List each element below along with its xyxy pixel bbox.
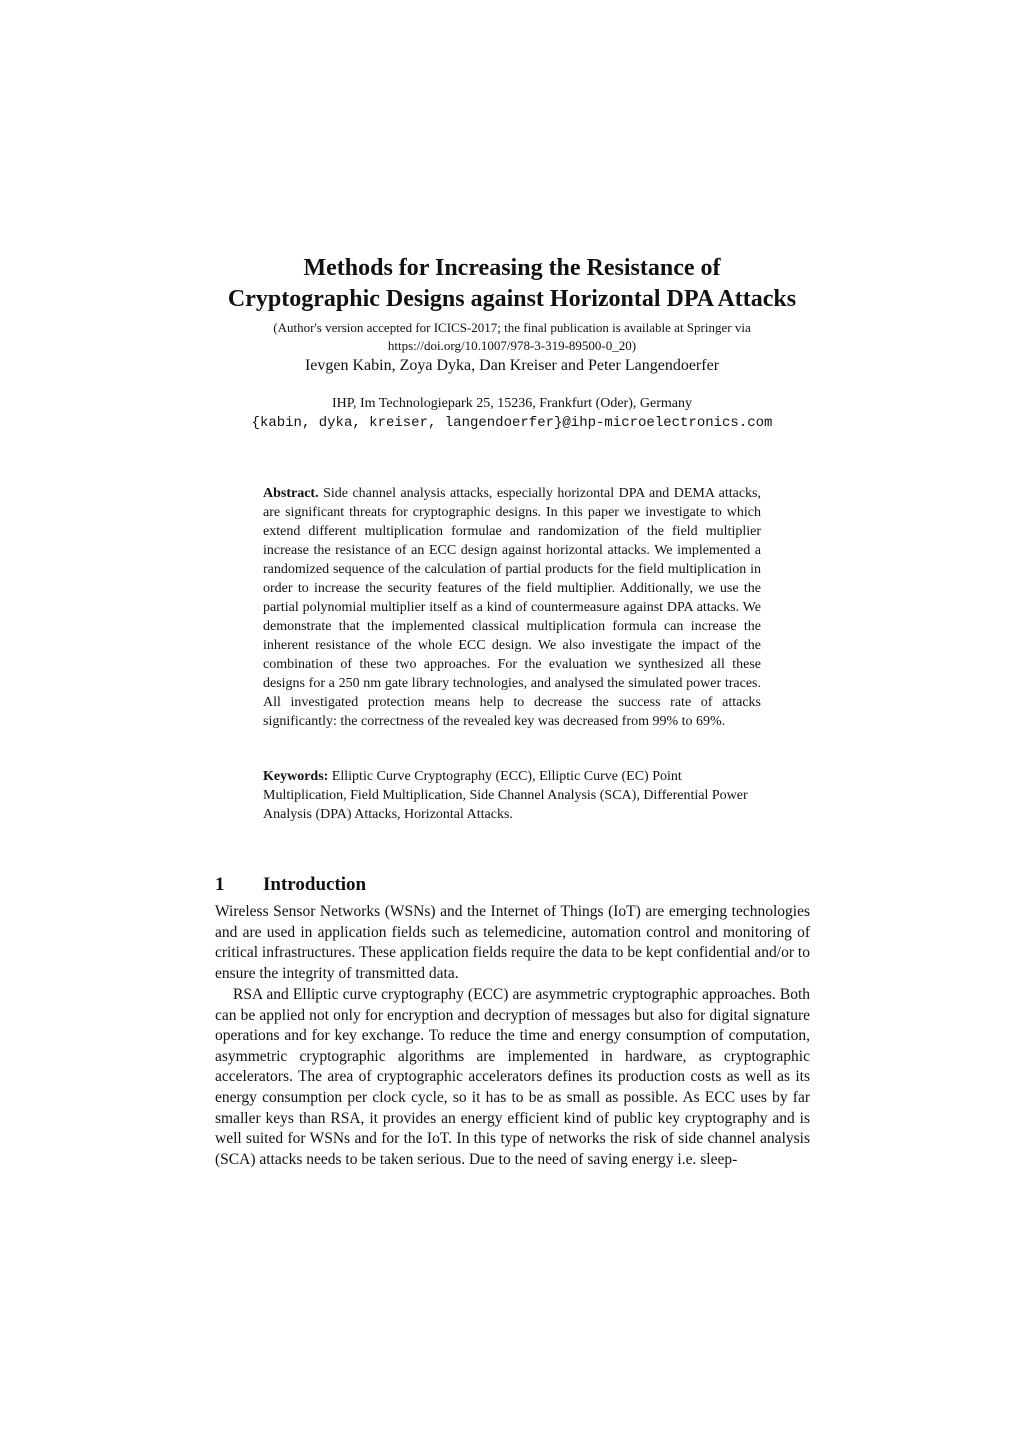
keywords-label: Keywords: bbox=[263, 769, 329, 784]
paper-title-line-2: Cryptographic Designs against Horizontal DPA Attacks bbox=[227, 286, 797, 312]
version-note bbox=[200, 319, 824, 355]
section-title: Introduction bbox=[263, 873, 367, 895]
author-emails: {kabin, dyka, kreiser, langendoerfer}@ihp-microelectronics.com bbox=[251, 415, 773, 431]
paper-title-line-1: Methods for Increasing the Resistance of bbox=[303, 255, 721, 281]
version-note-doi: https://doi.org/10.1007/978-3-319-89500-0_20) bbox=[387, 338, 637, 353]
paper-title bbox=[150, 253, 874, 315]
affiliation: IHP, Im Technologiepark 25, 15236, Frankfurt (Oder), Germany bbox=[332, 396, 692, 411]
section-heading bbox=[215, 873, 366, 897]
section-number: 1 bbox=[215, 873, 225, 895]
keywords-text: Elliptic Curve Cryptography (ECC), Elliptic Curve (EC) Point Multiplication, Field Multiplication, Side Channel Analysis (SCA), Differential Power Analysis (DPA) Attacks, Horizontal Attacks. bbox=[263, 769, 748, 822]
intro-paragraph-2: RSA and Elliptic curve cryptography (ECC) are asymmetric cryptographic approaches. Both can be applied not only for encryption and decryption of messages but also for digital signature operations and for key exchange. To reduce the time and energy consumption of computation, asymmetric cryptographic algorithms are implemented in hardware, as cryptographic accelerators. The area of cryptographic accelerators defines its production costs as well as its energy consumption per clock cycle, so it has to be as small as possible. As ECC uses by far smaller keys than RSA, it provides an energy efficient kind of public key cryptography and is well suited for WSNs and for the IoT. In this type of networks the risk of side channel analysis (SCA) attacks needs to be taken serious. Due to the need of saving energy i.e. sleep- bbox=[215, 986, 810, 1168]
intro-paragraph-1: Wireless Sensor Networks (WSNs) and the Internet of Things (IoT) are emerging technologies and are used in application fields such as telemedicine, automation control and monitoring of critical infrastructures. These application fields require the data to be kept confidential and/or to ensure the integrity of transmitted data. bbox=[215, 903, 810, 982]
author-list: Ievgen Kabin, Zoya Dyka, Dan Kreiser and Peter Langendoerfer bbox=[304, 357, 720, 374]
abstract-label: Abstract. bbox=[263, 486, 319, 501]
abstract-text: Side channel analysis attacks, especially horizontal DPA and DEMA attacks, are significant threats for cryptographic designs. In this paper we investigate to which extend different multiplication formulae and randomization of the field multiplier increase the resistance of an ECC design against horizontal attacks. We implemented a randomized sequence of the calculation of partial products for the field multiplication in order to increase the security features of the field multiplier. Additionally, we use the partial polynomial multiplier itself as a kind of countermeasure against DPA attacks. We demonstrate that the implemented classical multiplication formula can increase the inherent resistance of the whole ECC design. We also investigate the impact of the combination of these two approaches. For the evaluation we synthesized all these designs for a 250 nm gate library technologies, and analysed the simulated power traces. All investigated protection means help to decrease the success rate of attacks significantly: the correctness of the revealed key was decreased from 99% to 69%. bbox=[263, 486, 762, 729]
version-note-line-1: (Author's version accepted for ICICS-2017; the final publication is available at Springer via bbox=[273, 320, 751, 335]
abstract bbox=[263, 484, 761, 731]
keywords bbox=[263, 767, 761, 824]
